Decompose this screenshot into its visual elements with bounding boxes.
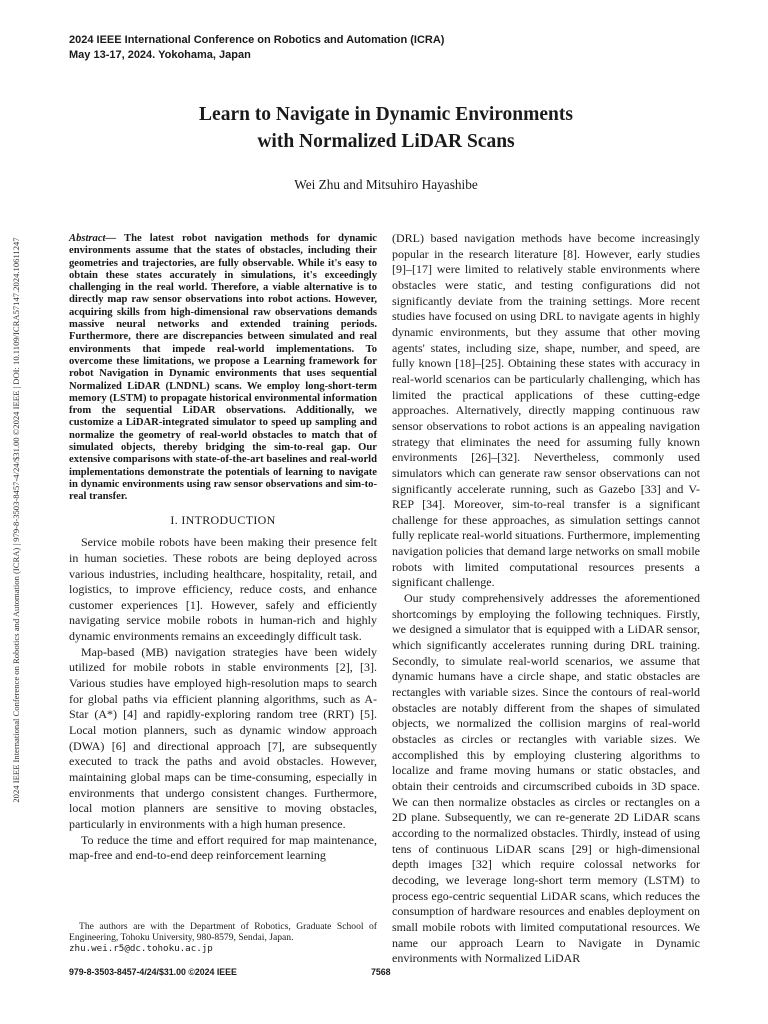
title-line-1: Learn to Navigate in Dynamic Environments — [199, 104, 573, 125]
conference-name: 2024 IEEE International Conference on Robotics and Automation (ICRA) — [69, 34, 445, 46]
intro-paragraph-4: Our study comprehensively addresses the aforementioned shortcomings by employing the following techniques. Firstly, we designed a simulator that is equipped with a LiDAR sensor, which significantly accelerates running during DRL training. Secondly, to simulate real-world scenarios, we assume that dynamic humans have a circle shape, and static obstacles are rectangles with variable sizes. Since the contours of real-world obstacles are notably different from the shapes of simulated objects, we normalized the collision margins of real-world obstacles as circles or rectangles with variable sizes. We accomplished this by employing clustering algorithms to localize and frame moving humans or static obstacles, and obtain their centroids and circumscribed cuboids in 3D space. We can then normalize obstacles as circles or rectangles on a 2D plane. Subsequently, we can re-generate 2D LiDAR scans according to the normalized obstacles. Thirdly, instead of using tens of continuous LiDAR scans [29] or high-dimensional depth images [32] which require colossal networks for decoding, we leverage long-short term memory (LSTM) to process ego-centric sequential LiDAR scans, which reduces the consumption of hardware resources and enables deployment on small mobile robots with limited computational resources. We name our approach Learn to Navigate in Dynamic environments with Normalized LiDAR — [392, 591, 700, 966]
intro-paragraph-1: Service mobile robots have been making their presence felt in human societies. These robots are being deployed across various industries, including healthcare, hospitality, retail, and logistics, to improve efficiency, reduce costs, and enhance customer experiences [1]. However, safely and efficiently navigating service mobile robots in human-rich and highly dynamic environments remains an exceedingly difficult task. — [69, 535, 377, 644]
abstract-text: — The latest robot navigation methods for dynamic environments assume that the states of obstacles, including their geometries and trajectories, are fully observable. While it's easy to obtain these states accurately in simulations, it's exceedingly challenging in the real world. Therefore, a viable alternative is to directly map raw sensor observations into robot actions. However, acquiring skills from high-dimensional raw observations demands massive neural networks and extended training periods. Furthermore, there are discrepancies between simulated and real environments that impede real-world implementations. To overcome these limitations, we propose a Learning framework for robot Navigation in Dynamic environments that uses sequential Normalized LiDAR (LNDNL) scans. We employ long-short-term memory (LSTM) to propagate historical environmental information from the sequential LiDAR observations. Additionally, we customize a LiDAR-integrated simulator to speed up sampling and normalize the geometry of real-world obstacles to match that of simulated objects, thereby bridging the sim-to-real gap. Our extensive comparisons with state-of-the-art baselines and real-world implementations demonstrate the potentials of learning to navigate in dynamic environments using raw sensor observations and sim-to-real transfer. — [69, 233, 377, 503]
abstract-label: Abstract — [69, 233, 106, 244]
intro-paragraph-3: To reduce the time and effort required for map maintenance, map-free and end-to-end deep reinforcement learning — [69, 832, 377, 863]
conference-header — [69, 33, 444, 63]
title-line-2: with Normalized LiDAR Scans — [257, 131, 515, 152]
intro-paragraph-3-continued: (DRL) based navigation methods have become increasingly popular in the research literature [8]. However, early studies [9]–[17] were limited to relatively stable environments where obstacles were static, and testing configurations did not significantly deviate from the training settings. More recent studies have focused on using DRL to navigate agents in highly dynamic environments, but they assume that other moving agents' states, including size, shape, number, and speed, are fully known [18]–[25]. Obtaining these states with accuracy in real-world scenarios can be particularly challenging, which has limited the practical applications of these cutting-edge approaches. Alternatively, directly mapping continuous raw sensor observations to robot actions is an appealing navigation strategy that eliminates the need for assuming fully known environments [26]–[32]. Nevertheless, commonly used simulators which can generate raw sensor observations can not significantly accelerate running, such as Gazebo [33] and V-REP [34]. Moreover, sim-to-real transfer is a significant challenge for these approaches, as simulation settings cannot fully replicate real-world situations. Furthermore, implementing navigation policies that demand large networks on small mobile robots with limited computational resources presents a significant challenge. — [392, 231, 700, 590]
conference-date: May 13-17, 2024. Yokohama, Japan — [69, 49, 251, 61]
abstract — [69, 233, 377, 504]
paper-title — [80, 101, 692, 155]
footnote-email[interactable]: zhu.wei.r5@dc.tohoku.ac.jp — [69, 943, 213, 954]
footer-page-number: 7568 — [371, 967, 391, 977]
author-footnote — [69, 921, 377, 954]
doi-sidebar-text: 2024 IEEE International Conference on Robotics and Automation (ICRA) | 979-8-3503-8457-4/24/$31.00 ©2024 IEEE | DOI: 10.1109/ICRA57147.2024.10611247 — [11, 237, 21, 803]
author-list: Wei Zhu and Mitsuhiro Hayashibe — [294, 177, 478, 192]
footer-isbn: 979-8-3503-8457-4/24/$31.00 ©2024 IEEE — [69, 967, 237, 977]
doi-sidebar — [3, 170, 29, 870]
footnote-affiliation: The authors are with the Department of Robotics, Graduate School of Engineering, Tohoku University, 980-8579, Sendai, Japan. — [69, 921, 377, 943]
section-heading-introduction: I. INTRODUCTION — [170, 512, 276, 527]
left-column — [69, 233, 377, 864]
right-column — [392, 231, 700, 967]
intro-paragraph-2: Map-based (MB) navigation strategies have been widely utilized for mobile robots in stable environments [2], [3]. Various studies have employed high-resolution maps to search for global paths via efficient planning algorithms, such as A-Star (A*) [4] and rapidly-exploring random tree (RRT) [5]. Local motion planners, such as dynamic window approach (DWA) [6] and directional approach [7], are subsequently executed to track the paths and avoid obstacles. However, maintaining global maps can be time-consuming, especially in environments that undergo consistent changes. Furthermore, local motion planners are sensitive to moving obstacles, particularly in environments with a high human presence. — [69, 644, 377, 831]
